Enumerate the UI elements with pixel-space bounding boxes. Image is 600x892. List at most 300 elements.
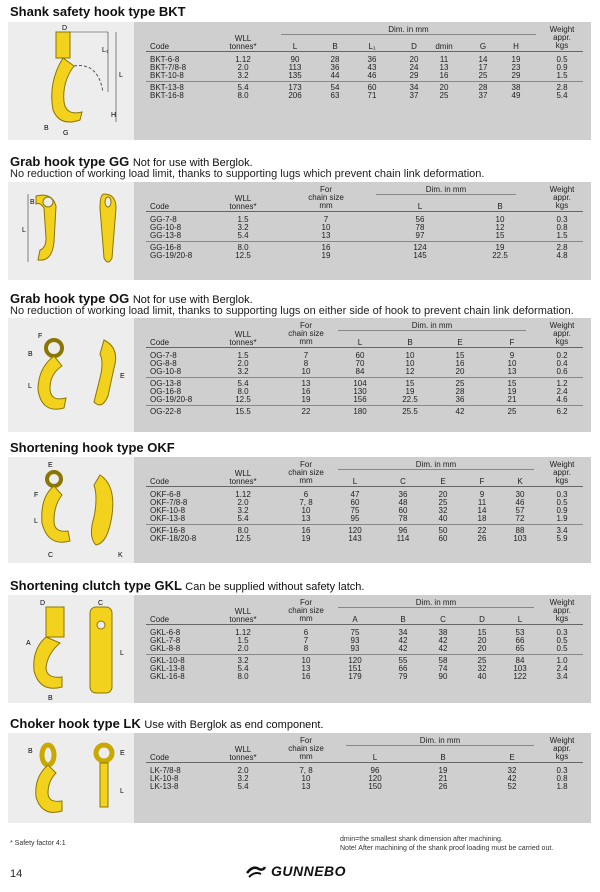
table-cell: 44: [330, 71, 340, 80]
col-e: E: [509, 753, 515, 762]
col-l: L: [352, 477, 358, 486]
dim-label: C: [48, 552, 54, 559]
table-cell: 1.5: [237, 636, 249, 645]
cell-code: LK-10-8: [150, 774, 179, 783]
col-wll: WLL tonnes*: [229, 745, 257, 762]
table-header: [146, 457, 583, 487]
table-cell: 120: [348, 526, 362, 535]
col-weight: Weight appr. kgs: [549, 460, 575, 485]
row-group-divider: [146, 405, 583, 406]
col-l: L: [292, 42, 298, 51]
table-cell: 49: [511, 91, 521, 100]
table-cell: 56: [415, 215, 425, 224]
col-weight: Weight appr. kgs: [549, 25, 575, 50]
table-cell: 16: [301, 526, 311, 535]
table-cell: 0.8: [556, 774, 568, 783]
table-cell: 1.12: [235, 628, 251, 637]
table-cell: 7: [323, 215, 329, 224]
table-cell: 151: [348, 664, 362, 673]
table-cell: 65: [515, 644, 525, 653]
col-wll: WLL tonnes*: [229, 469, 257, 486]
table-cell: 7, 8: [299, 766, 313, 775]
col-chain: For chain size mm: [308, 185, 344, 210]
diagram-gg: [8, 182, 134, 280]
table-row: [146, 783, 583, 791]
col-f: F: [479, 477, 485, 486]
col-g: G: [479, 42, 487, 51]
cell-code: BKT-7/8-8: [150, 63, 187, 72]
dim-label: D: [40, 600, 46, 607]
col-wll: WLL tonnes*: [229, 607, 257, 624]
table-cell: 8: [303, 359, 309, 368]
table-cell: 37: [478, 91, 488, 100]
table-cell: 6: [303, 490, 309, 499]
table-cell: 25: [438, 498, 448, 507]
col-code: Code: [150, 42, 170, 51]
col-code: Code: [150, 615, 170, 624]
table-cell: 22.5: [492, 251, 508, 260]
col-dmin: dmin: [435, 42, 453, 51]
table-cell: 16: [321, 243, 331, 252]
dim-label: E: [120, 373, 125, 380]
table-cell: 42: [438, 636, 448, 645]
table-cell: 8.0: [237, 526, 249, 535]
col-e: E: [440, 477, 446, 486]
table-cell: 7: [303, 351, 309, 360]
table-cell: 19: [321, 251, 331, 260]
table-cell: 1.12: [235, 490, 251, 499]
dim-label: G: [63, 130, 69, 137]
table-cell: 156: [353, 395, 367, 404]
cell-code: LK-7/8-8: [150, 766, 181, 775]
cell-code: GKL-7-8: [150, 636, 181, 645]
cell-code: GG-10-8: [150, 223, 182, 232]
cell-code: OG-7-8: [150, 351, 177, 360]
table-cell: 9: [479, 490, 485, 499]
table-header: [146, 318, 583, 348]
col-dim: Dim. in mm: [376, 186, 516, 195]
table-cell: 15: [455, 351, 465, 360]
dim-label: B: [30, 199, 35, 206]
table-cell: 10: [301, 774, 311, 783]
table-cell: 29: [511, 71, 521, 80]
table-cell: 20: [438, 490, 448, 499]
table-cell: 3.2: [237, 71, 249, 80]
dim-label: L: [120, 788, 124, 795]
col-wll: WLL tonnes*: [229, 330, 257, 347]
table-cell: 20: [455, 367, 465, 376]
col-dim: Dim. in mm: [346, 737, 534, 746]
table-cell: 14: [477, 506, 487, 515]
dim-label: B: [44, 125, 49, 132]
table-cell: 12: [405, 367, 415, 376]
table-row: [146, 535, 583, 543]
table-cell: 19: [301, 534, 311, 543]
table-cell: 63: [330, 91, 340, 100]
table-cell: 19: [438, 766, 448, 775]
table-cell: 42: [398, 636, 408, 645]
table-cell: 6: [303, 628, 309, 637]
table-cell: 38: [438, 628, 448, 637]
table-cell: 13: [321, 231, 331, 240]
table-cell: 28: [330, 55, 340, 64]
table-cell: 143: [348, 534, 362, 543]
cell-code: OKF-13-8: [150, 514, 186, 523]
table-cell: 22.5: [402, 395, 418, 404]
col-c: C: [400, 477, 406, 486]
table-cell: 42: [438, 644, 448, 653]
col-d: D: [479, 615, 485, 624]
col-h: H: [513, 42, 519, 51]
section-title-gkl: Shortening clutch type GKL Can be supplied without safety latch.: [10, 578, 365, 593]
cell-code: OKF-10-8: [150, 506, 186, 515]
table-cell: 34: [409, 83, 419, 92]
section-subtitle-og: No reduction of working load limit, thanks to supporting lugs on either side of hook to prevent chain link deformation.: [10, 305, 574, 317]
cell-code: GKL-6-8: [150, 628, 181, 637]
table-cell: 179: [348, 672, 362, 681]
row-group-divider: [146, 524, 583, 525]
table-cell: 0.9: [556, 63, 568, 72]
table-header: [146, 733, 583, 763]
diagram-okf: [8, 457, 134, 563]
dim-label: F: [38, 333, 43, 340]
table-cell: 5.4: [237, 83, 249, 92]
table-cell: 12.5: [235, 534, 251, 543]
table-cell: 72: [515, 514, 525, 523]
table-cell: 90: [438, 672, 448, 681]
table-row: [146, 92, 583, 100]
dim-label: L: [120, 650, 124, 657]
table-cell: 3.2: [237, 774, 249, 783]
table-row: [146, 775, 583, 783]
diagram-og: [8, 318, 134, 432]
table-cell: 10: [405, 351, 415, 360]
table-cell: 173: [288, 83, 302, 92]
section-subtitle-gg: No reduction of working load limit, thanks to supporting lugs which prevent chain link deformation.: [10, 168, 485, 180]
table-og: [146, 318, 583, 432]
table-cell: 8.0: [237, 387, 249, 396]
cell-code: OG-8-8: [150, 359, 177, 368]
table-cell: 75: [350, 506, 360, 515]
cell-code: GG-16-8: [150, 243, 182, 252]
table-row: [146, 244, 583, 252]
table-row: [146, 72, 583, 80]
cell-code: GG-13-8: [150, 231, 182, 240]
table-cell: 122: [513, 672, 527, 681]
table-cell: 22: [477, 526, 487, 535]
table-cell: 9: [509, 351, 515, 360]
table-cell: 10: [507, 359, 517, 368]
table-cell: 13: [301, 514, 311, 523]
table-cell: 29: [409, 71, 419, 80]
table-cell: 28: [455, 387, 465, 396]
section-title-bkt: Shank safety hook type BKT: [10, 4, 186, 19]
table-cell: 0.5: [556, 636, 568, 645]
table-cell: 66: [398, 664, 408, 673]
table-cell: 16: [301, 387, 311, 396]
table-cell: 28: [478, 83, 488, 92]
table-cell: 5.4: [237, 514, 249, 523]
table-cell: 1.5: [237, 215, 249, 224]
table-cell: 20: [439, 83, 449, 92]
grab-hook-diagram: [8, 182, 134, 280]
table-cell: 79: [398, 672, 408, 681]
table-cell: 13: [439, 63, 449, 72]
table-cell: 0.3: [556, 766, 568, 775]
col-chain: For chain size mm: [288, 460, 324, 485]
table-cell: 60: [350, 498, 360, 507]
table-cell: 26: [477, 534, 487, 543]
panel-gkl: [8, 595, 591, 703]
dim-label: D: [62, 25, 68, 32]
table-cell: 10: [495, 215, 505, 224]
table-cell: 2.0: [237, 766, 249, 775]
dim-label: L: [34, 518, 38, 525]
table-cell: 2.8: [556, 83, 568, 92]
table-row: [146, 368, 583, 376]
machining-note: Note! After machining of the shank proof loading must be carried out.: [340, 845, 554, 852]
table-gkl: [146, 595, 583, 703]
col-dim: Dim. in mm: [338, 322, 526, 331]
table-cell: 25: [439, 91, 449, 100]
table-cell: 2.0: [237, 359, 249, 368]
table-cell: 8.0: [237, 243, 249, 252]
col-weight: Weight appr. kgs: [549, 598, 575, 623]
table-row: [146, 515, 583, 523]
table-cell: 22: [301, 407, 311, 416]
col-chain: For chain size mm: [288, 321, 324, 346]
table-cell: 10: [405, 359, 415, 368]
table-cell: 70: [355, 359, 365, 368]
table-cell: 0.5: [556, 55, 568, 64]
col-code: Code: [150, 477, 170, 486]
table-cell: 93: [350, 636, 360, 645]
table-cell: 1.5: [556, 71, 568, 80]
table-cell: 60: [438, 534, 448, 543]
table-cell: 5.4: [237, 379, 249, 388]
table-row: [146, 232, 583, 240]
dim-label: H: [111, 112, 117, 119]
table-cell: 0.8: [556, 223, 568, 232]
table-cell: 36: [367, 55, 377, 64]
table-cell: 46: [367, 71, 377, 80]
table-row: [146, 673, 583, 681]
table-cell: 0.5: [556, 498, 568, 507]
dim-label: L: [22, 227, 26, 234]
table-cell: 8: [303, 644, 309, 653]
table-cell: 145: [413, 251, 427, 260]
col-chain: For chain size mm: [288, 598, 324, 623]
table-cell: 18: [477, 514, 487, 523]
dim-label: L: [119, 72, 123, 79]
table-row: [146, 216, 583, 224]
table-cell: 8.0: [237, 91, 249, 100]
col-b: B: [332, 42, 338, 51]
table-cell: 135: [288, 71, 302, 80]
col-b: B: [400, 615, 406, 624]
table-cell: 32: [477, 664, 487, 673]
col-b: B: [497, 202, 503, 211]
table-cell: 12.5: [235, 251, 251, 260]
col-l: L: [517, 615, 523, 624]
table-cell: 5.9: [556, 534, 568, 543]
table-cell: 38: [511, 83, 521, 92]
table-row: [146, 252, 583, 260]
table-cell: 11: [477, 498, 487, 507]
panel-lk: [8, 733, 591, 823]
section-title-og: Grab hook type OG Not for use with Berglok.: [10, 291, 253, 306]
cell-code: OKF-16-8: [150, 526, 186, 535]
table-cell: 42: [455, 407, 465, 416]
dim-label: F: [34, 492, 39, 499]
table-cell: 97: [415, 231, 425, 240]
table-cell: 48: [398, 498, 408, 507]
table-cell: 1.5: [556, 231, 568, 240]
table-cell: 52: [507, 782, 517, 791]
table-okf: [146, 457, 583, 563]
table-cell: 3.4: [556, 672, 568, 681]
cell-code: OKF-18/20-8: [150, 534, 197, 543]
dmin-note: dmin=the smallest shank dimension after machining.: [340, 836, 503, 843]
table-cell: 58: [438, 656, 448, 665]
table-row: [146, 396, 583, 404]
table-cell: 15: [495, 231, 505, 240]
table-cell: 2.4: [556, 664, 568, 673]
table-cell: 32: [438, 506, 448, 515]
table-cell: 2.0: [237, 63, 249, 72]
cell-code: LK-13-8: [150, 782, 179, 791]
table-cell: 24: [409, 63, 419, 72]
col-d: D: [411, 42, 417, 51]
table-cell: 4.8: [556, 251, 568, 260]
shortening-clutch-diagram: [8, 595, 134, 703]
table-cell: 19: [495, 243, 505, 252]
col-weight: Weight appr. kgs: [549, 736, 575, 761]
table-cell: 20: [409, 55, 419, 64]
diagram-gkl: [8, 595, 134, 703]
table-cell: 66: [515, 636, 525, 645]
dim-label: L₁: [102, 47, 109, 54]
table-cell: 40: [477, 672, 487, 681]
col-wll: WLL tonnes*: [229, 34, 257, 51]
table-cell: 16: [439, 71, 449, 80]
table-cell: 0.3: [556, 490, 568, 499]
table-cell: 14: [478, 55, 488, 64]
table-cell: 34: [398, 628, 408, 637]
table-cell: 95: [350, 514, 360, 523]
col-a: A: [352, 615, 358, 624]
row-group-divider: [146, 81, 583, 82]
col-b: B: [440, 753, 446, 762]
dim-label: E: [48, 462, 53, 469]
table-cell: 114: [396, 534, 410, 543]
table-cell: 16: [301, 672, 311, 681]
gunnebo-logo-icon: [245, 863, 267, 879]
section-title-okf: Shortening hook type OKF: [10, 440, 175, 455]
grab-hook-og-diagram: [8, 318, 134, 432]
table-row: [146, 224, 583, 232]
table-cell: 15: [405, 379, 415, 388]
table-cell: 11: [439, 55, 449, 64]
shank-hook-diagram: [8, 22, 134, 140]
cell-code: GKL-10-8: [150, 656, 185, 665]
logo-text: GUNNEBO: [271, 863, 347, 879]
table-cell: 104: [353, 379, 367, 388]
section-title-gg: Grab hook type GG Not for use with Berglok.: [10, 154, 253, 169]
cell-code: BKT-16-8: [150, 91, 184, 100]
table-cell: 3.2: [237, 506, 249, 515]
dim-label: B: [48, 695, 53, 702]
table-cell: 103: [513, 534, 527, 543]
table-row: [146, 360, 583, 368]
dim-label: B: [28, 351, 33, 358]
table-cell: 15.5: [235, 407, 251, 416]
table-cell: 96: [370, 766, 380, 775]
section-title-lk: Choker hook type LK Use with Berglok as end component.: [10, 716, 324, 731]
table-cell: 0.9: [556, 506, 568, 515]
table-cell: 8.0: [237, 672, 249, 681]
cell-code: BKT-13-8: [150, 83, 184, 92]
table-cell: 25.5: [402, 407, 418, 416]
table-cell: 19: [301, 395, 311, 404]
cell-code: OG-16-8: [150, 387, 182, 396]
cell-code: BKT-6-8: [150, 55, 180, 64]
panel-okf: [8, 457, 591, 563]
table-cell: 1.0: [556, 656, 568, 665]
table-cell: 113: [288, 63, 302, 72]
table-cell: 25: [507, 407, 517, 416]
choker-hook-diagram: [8, 733, 134, 823]
table-cell: 1.9: [556, 514, 568, 523]
table-cell: 26: [438, 782, 448, 791]
table-cell: 120: [348, 656, 362, 665]
table-cell: 19: [507, 387, 517, 396]
panel-og: [8, 318, 591, 432]
table-cell: 17: [478, 63, 488, 72]
panel-gg: [8, 182, 591, 280]
table-cell: 0.2: [556, 351, 568, 360]
table-cell: 5.4: [237, 231, 249, 240]
table-cell: 43: [367, 63, 377, 72]
table-cell: 78: [415, 223, 425, 232]
dim-label: B: [28, 748, 33, 755]
table-cell: 55: [398, 656, 408, 665]
cell-code: OKF-7/8-8: [150, 498, 188, 507]
table-cell: 0.5: [556, 644, 568, 653]
cell-code: OG-22-8: [150, 407, 182, 416]
table-cell: 13: [507, 367, 517, 376]
table-cell: 2.4: [556, 387, 568, 396]
table-cell: 42: [398, 644, 408, 653]
col-e: E: [457, 338, 463, 347]
row-group-divider: [146, 654, 583, 655]
col-b: B: [407, 338, 413, 347]
table-cell: 6.2: [556, 407, 568, 416]
table-cell: 103: [513, 664, 527, 673]
table-cell: 10: [301, 656, 311, 665]
table-cell: 90: [290, 55, 300, 64]
table-cell: 53: [515, 628, 525, 637]
col-c: C: [440, 615, 446, 624]
diagram-lk: [8, 733, 134, 823]
table-cell: 21: [507, 395, 517, 404]
col-k: K: [517, 477, 523, 486]
dim-label: K: [118, 552, 123, 559]
table-cell: 180: [353, 407, 367, 416]
table-cell: 1.2: [556, 379, 568, 388]
table-cell: 15: [477, 628, 487, 637]
table-cell: 0.6: [556, 367, 568, 376]
